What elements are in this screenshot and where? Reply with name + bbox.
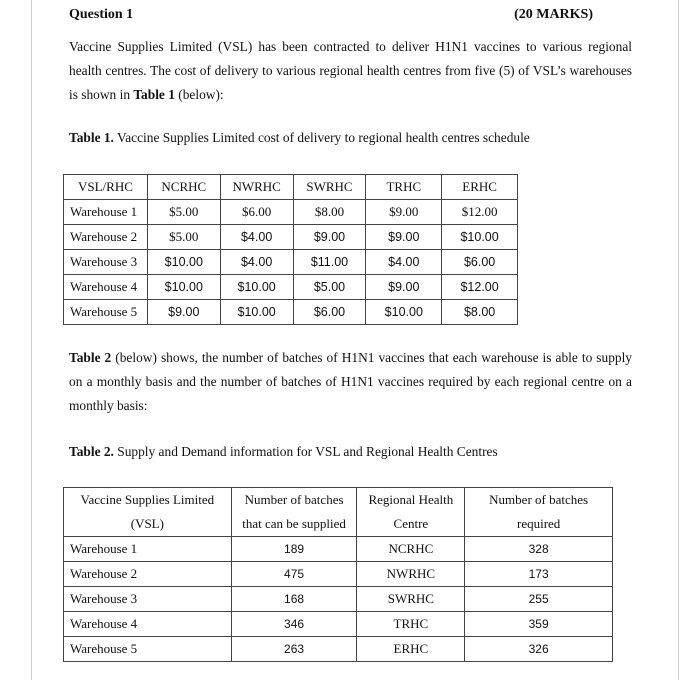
table-row — [64, 300, 518, 325]
centre-cell: NWRHC — [357, 562, 465, 587]
centre-cell: TRHC — [357, 612, 465, 637]
table-row — [64, 612, 613, 637]
row-header: Warehouse 1 — [64, 200, 148, 225]
header-cell-supply — [231, 488, 357, 537]
header-cell: TRHC — [366, 175, 442, 200]
cost-cell: $10.00 — [220, 300, 293, 325]
cost-cell: $9.00 — [366, 225, 442, 250]
cost-cell: $10.00 — [147, 250, 220, 275]
centre-cell: NCRHC — [357, 537, 465, 562]
cost-cell: $10.00 — [220, 275, 293, 300]
header-line: Number of batches — [489, 492, 589, 507]
table1-caption-text: Vaccine Supplies Limited cost of delivery to regional health centres schedule — [113, 130, 530, 145]
cost-cell: $5.00 — [147, 200, 220, 225]
question-marks: (20 MARKS) — [514, 7, 593, 22]
centre-cell: SWRHC — [357, 587, 465, 612]
cost-cell: $9.00 — [293, 225, 366, 250]
row-header: Warehouse 4 — [64, 275, 148, 300]
cost-cell: $12.00 — [442, 200, 518, 225]
row-header: Warehouse 5 — [64, 300, 148, 325]
header-cell: ERHC — [442, 175, 518, 200]
supply-cell: 189 — [231, 537, 357, 562]
cost-cell: $8.00 — [293, 200, 366, 225]
cost-cell: $10.00 — [442, 225, 518, 250]
table-row — [64, 637, 613, 662]
header-cell-required — [465, 488, 613, 537]
table1-caption-label: Table 1. — [69, 130, 114, 145]
header-cell: NCRHC — [147, 175, 220, 200]
intro-table-ref: Table 1 — [133, 87, 175, 102]
header-line: required — [516, 516, 561, 531]
page-border-right — [678, 0, 679, 680]
table1-caption — [69, 130, 530, 146]
table-row — [64, 587, 613, 612]
header-cell: SWRHC — [293, 175, 366, 200]
warehouse-cell: Warehouse 2 — [64, 562, 232, 587]
required-cell: 173 — [465, 562, 613, 587]
cost-cell: $8.00 — [442, 300, 518, 325]
row-header: Warehouse 3 — [64, 250, 148, 275]
para2-table-ref: Table 2 — [69, 350, 112, 365]
required-cell: 326 — [465, 637, 613, 662]
row-header: Warehouse 2 — [64, 225, 148, 250]
required-cell: 359 — [465, 612, 613, 637]
question-header — [69, 7, 593, 27]
cost-cell: $4.00 — [220, 225, 293, 250]
cost-cell: $9.00 — [147, 300, 220, 325]
required-cell: 255 — [465, 587, 613, 612]
header-cell-centre — [357, 488, 465, 537]
table-header-row — [64, 175, 518, 200]
cost-cell: $5.00 — [293, 275, 366, 300]
question-title: Question 1 — [69, 7, 134, 22]
cost-cell: $6.00 — [293, 300, 366, 325]
warehouse-cell: Warehouse 1 — [64, 537, 232, 562]
table2-caption — [69, 444, 498, 460]
table-row — [64, 250, 518, 275]
cost-cell: $11.00 — [293, 250, 366, 275]
header-cell: VSL/RHC — [64, 175, 148, 200]
intro-text: Vaccine Supplies Limited (VSL) has been contracted to deliver H1N1 vaccines to various regional health centres. The cost of delivery to various regional health centres from five (5) of VSL’s warehouses is shown in — [69, 39, 632, 102]
cost-cell: $12.00 — [442, 275, 518, 300]
supply-cell: 263 — [231, 637, 357, 662]
table-row — [64, 537, 613, 562]
table2-caption-text: Supply and Demand information for VSL and Regional Health Centres — [113, 444, 498, 459]
supply-cell: 475 — [231, 562, 357, 587]
intro-tail: (below): — [174, 87, 224, 102]
cost-cell: $4.00 — [220, 250, 293, 275]
cost-cell: $6.00 — [442, 250, 518, 275]
warehouse-cell: Warehouse 5 — [64, 637, 232, 662]
table-row — [64, 200, 518, 225]
warehouse-cell: Warehouse 3 — [64, 587, 232, 612]
page-border-left — [31, 0, 32, 680]
supply-cell: 346 — [231, 612, 357, 637]
cost-cell: $4.00 — [366, 250, 442, 275]
table2-intro-paragraph — [69, 346, 632, 418]
cost-cell: $9.00 — [366, 275, 442, 300]
supply-demand-table — [63, 487, 613, 662]
header-line: Vaccine Supplies Limited — [80, 492, 215, 507]
delivery-cost-table — [63, 174, 518, 325]
cost-cell: $5.00 — [147, 225, 220, 250]
header-line: Number of batches — [244, 492, 344, 507]
table-row — [64, 275, 518, 300]
header-line: (VSL) — [130, 516, 164, 531]
warehouse-cell: Warehouse 4 — [64, 612, 232, 637]
header-cell-vsl — [64, 488, 232, 537]
header-line: Centre — [393, 516, 429, 531]
header-line: that can be supplied — [242, 516, 346, 531]
required-cell: 328 — [465, 537, 613, 562]
header-line: Regional Health — [368, 492, 454, 507]
table2-caption-label: Table 2. — [69, 444, 114, 459]
table-header-row — [64, 488, 613, 537]
centre-cell: ERHC — [357, 637, 465, 662]
table-row — [64, 225, 518, 250]
supply-cell: 168 — [231, 587, 357, 612]
cost-cell: $9.00 — [366, 200, 442, 225]
table-row — [64, 562, 613, 587]
cost-cell: $10.00 — [366, 300, 442, 325]
para2-text: (below) shows, the number of batches of H1N1 vaccines that each warehouse is able to supply on a monthly basis and the number of batches of H1N1 vaccines required by each regional centre on a monthly basis: — [69, 350, 633, 413]
cost-cell: $10.00 — [147, 275, 220, 300]
cost-cell: $6.00 — [220, 200, 293, 225]
header-cell: NWRHC — [220, 175, 293, 200]
intro-paragraph — [69, 35, 632, 107]
